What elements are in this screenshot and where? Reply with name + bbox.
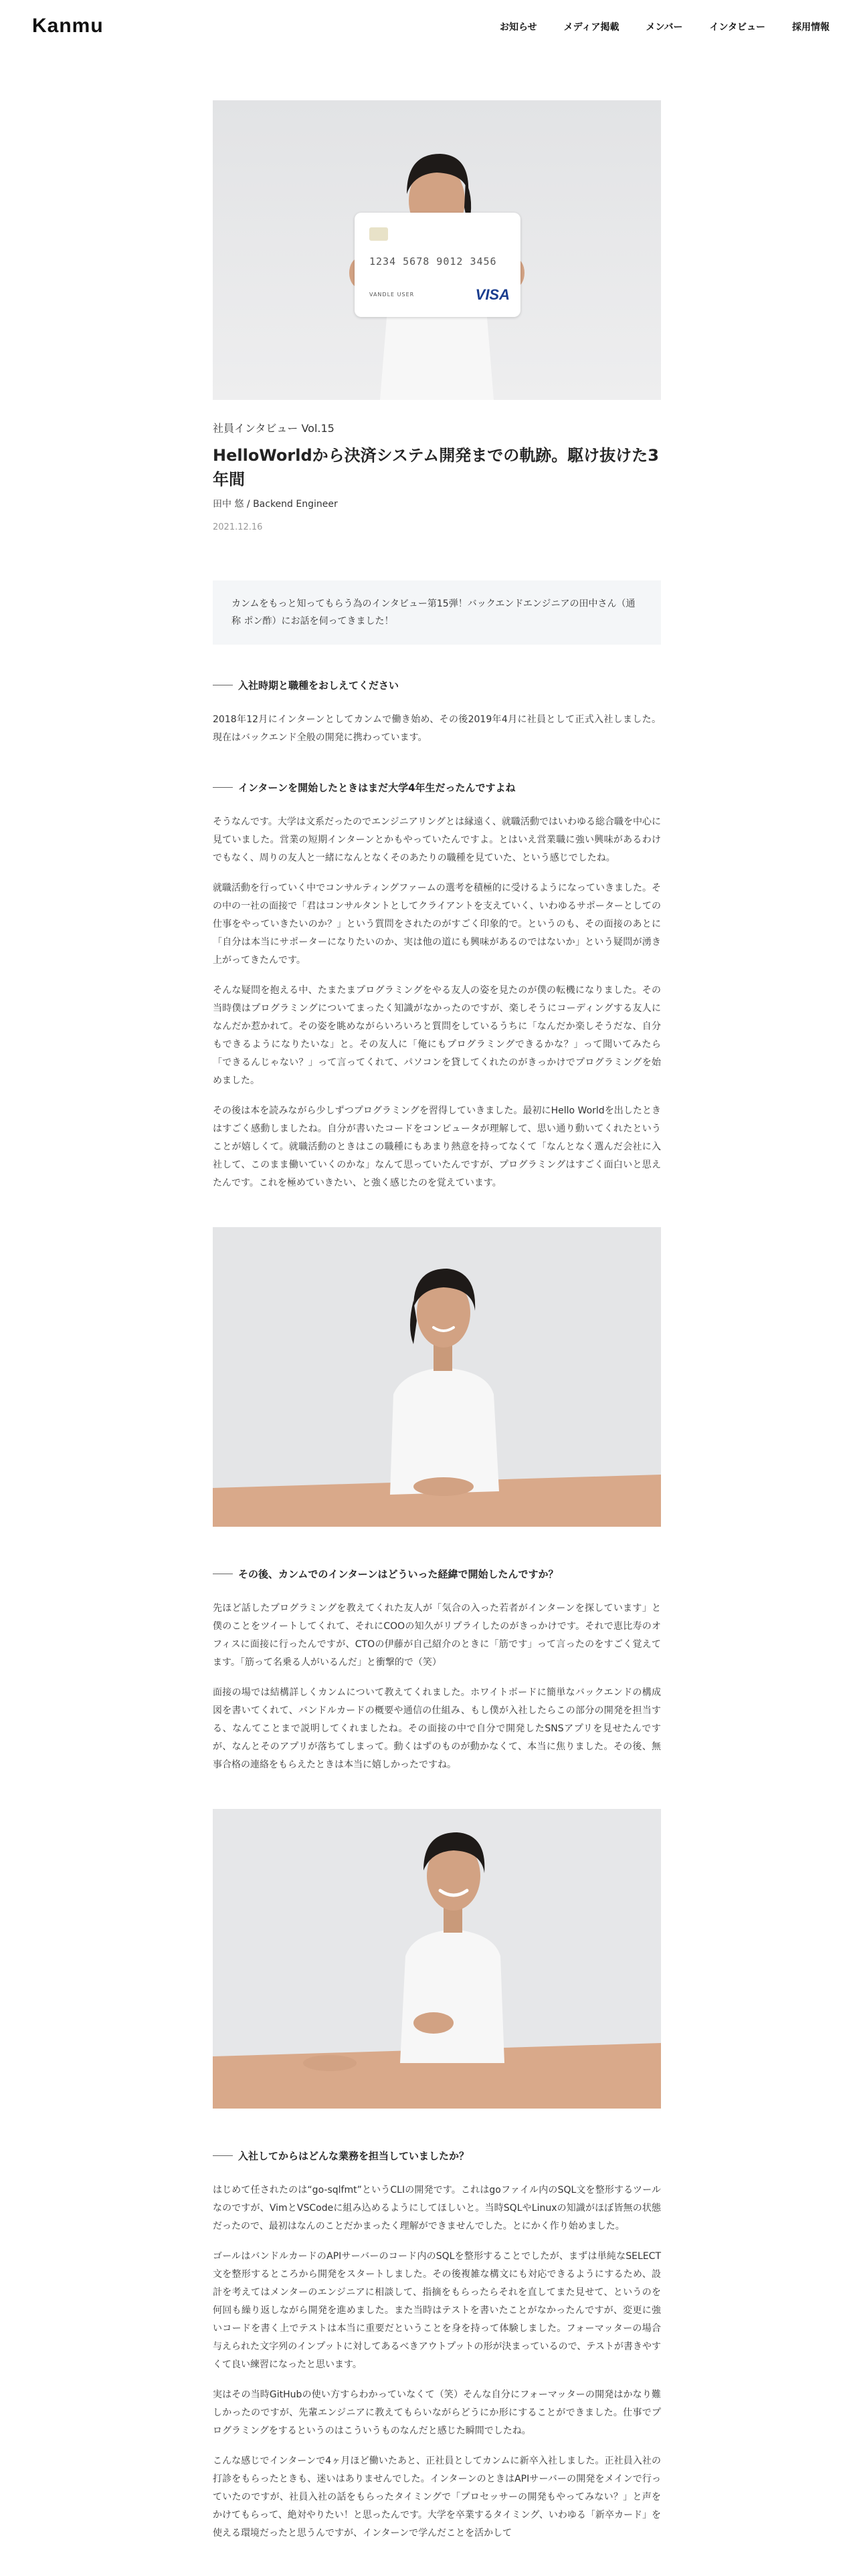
paragraph: そうなんです。大学は文系だったのでエンジニアリングとは縁遠く、就職活動ではいわゆる総合職を中心に見ていました。営業の短期インターンとかもやっていたんですよ。とはいえ営業職に強い興味があるわけでもなく、周りの友人と一緒になんとなくそのあたりの職種を見ていた、という感じでしたね。 — [213, 817, 661, 863]
interview-photo-2 — [213, 1809, 661, 2109]
paragraph: 先ほど話したプログラミングを教えてくれた友人が「気合の入った若者がインターンを探しています」と僕のことをツイートしてくれて、それにCOOの知久がリプライしたのがきっかけです。それで恵比寿のオフィスに面接に行ったんですが、CTOの伊藤が自己紹介のときに「筋です」って言ったのをすごく覚えてます。「筋って名乗る人がいるんだ」と衝撃的で（笑） — [213, 1603, 661, 1668]
paragraph: 面接の場では結構詳しくカンムについて教えてくれました。ホワイトボードに簡単なバックエンドの構成図を書いてくれて、バンドルカードの概要や通信の仕組み、もし僕が入社したらこの部分の開発を担当する、なんてことまで説明してくれましたね。その面接の中で自分で開発したSNSアプリを見せたんですが、なんとそのアプリが落ちてしまって。動くはずのものが動かなくて、本当に焦りました。その後、無事合格の連絡をもらえたときは本当に嬉しかったですね。 — [213, 1687, 661, 1770]
question-heading — [213, 678, 661, 692]
site-logo[interactable]: Kanmu — [32, 15, 104, 37]
paragraph: ゴールはバンドルカードのAPIサーバーのコード内のSQLを整形することでしたが、まずは単純なSELECT文を整形するところから開発をスタートしました。その後複雑な構文にも対応できるようにするため、設計を考えてはメンターのエンジニアに相談して、指摘をもらったらそれを直してまた見せて、というのを何回も繰り返しながら開発を進めました。また当時はテストを書いたことがなかったんですが、変更に強いコードを書く上でテストは本当に重要だということを身を持って体験しました。フォーマッターの場合与えられた文字列のインプットに対してあるべきアウトプットの形が決まっているので、テストが書きやすくて良い練習になったと思います。 — [213, 2251, 661, 2370]
question-heading — [213, 780, 661, 794]
main-nav — [473, 20, 830, 33]
card-chip-icon — [369, 227, 388, 241]
nav-members[interactable]: メンバー — [646, 22, 683, 33]
paragraph: はじめて任されたのは“go-sqlfmt”というCLIの開発です。これはgoファイル内のSQL文を整形するツールなのですが、VimとVSCodeに組み込めるようにしてほしいと。当時SQLやLinuxの知識がほぼ皆無の状態だったので、最初はなんのことだかまったく理解ができませんでした。とにかく作り始めました。 — [213, 2185, 661, 2232]
paragraph: そんな疑問を抱える中、たまたまプログラミングをやる友人の姿を見たのが僕の転機になりました。その当時僕はプログラミングについてまったく知識がなかったのですが、楽しそうにコーディングする友人になんだか惹かれて。その姿を眺めながらいろいろと質問をしているうちに「なんだか楽しそうだな、自分もできるようになりたいな」と。その友人に「俺にもプログラミングできるかな？」って聞いてみたら「できるんじゃない？」って言ってくれて、パソコンを貸してくれたのがきっかけでプログラミングを始めました。 — [213, 985, 661, 1086]
question-heading — [213, 1567, 661, 1581]
paragraph: こんな感じでインターンで4ヶ月ほど働いたあと、正社員としてカンムに新卒入社しました。正社員入社の打診をもらったときも、迷いはありませんでした。インターンのときはAPIサーバーの開発をメインで行っていたのですが、社員入社の話をもらったタイミングで「プロセッサーの開発もやってみない？」と声をかけてもらって、絶対やりたい！と思ったんです。大学を卒業するタイミング、いわゆる「新卒カード」を使える環境だったと思うんですが、インターンで学んだことを活かして — [213, 2456, 661, 2539]
nav-media[interactable]: メディア掲載 — [563, 22, 619, 33]
interview-photo-1 — [213, 1227, 661, 1527]
article-title: HelloWorldから決済システム開発までの軌跡。駆け抜けた3年間 — [213, 446, 659, 489]
nav-recruit[interactable]: 採用情報 — [792, 22, 830, 33]
card-holder: VANDLE USER — [369, 292, 415, 298]
paragraph: その後は本を読みながら少しずつプログラミングを習得していきました。最初にHello Worldを出したときはすごく感動しましたね。自分が書いたコードをコンピュータが理解して、思い通り動いてくれたということが嬉しくて。就職活動のときはこの職種にもあまり熱意を持ってなくて「なんとなく選んだ会社に入社して、このまま働いていくのかな」なんて思っていたんですが、プログラミングはすごく面白いと思えたんです。これを極めていきたい、と強く感じたのを覚えています。 — [213, 1105, 661, 1188]
hero-photo — [213, 100, 661, 400]
question-text: その後、カンムでのインターンはどういった経緯で開始したんですか？ — [238, 1568, 559, 1580]
paragraph: 実はその当時GitHubの使い方すらわかっていなくて（笑）そんな自分にフォーマッターの開発はかなり難しかったのですが、先輩エンジニアに教えてもらいながらどうにか形にすることができました。仕事でプログラミングをするというのはこういうものなんだと感じた瞬間でしたね。 — [213, 2389, 661, 2436]
nav-news[interactable]: お知らせ — [500, 22, 537, 33]
site-header — [0, 0, 859, 56]
dash-icon — [213, 787, 233, 788]
question-text: 入社時期と職種をおしえてください — [238, 679, 399, 691]
card-number: 1234 5678 9012 3456 — [369, 255, 497, 267]
article — [213, 100, 661, 2543]
series-label: 社員インタビュー Vol.15 — [213, 422, 335, 435]
article-author: 田中 悠 / Backend Engineer — [213, 499, 338, 510]
paragraph: 就職活動を行っていく中でコンサルティングファームの選考を積極的に受けるようになっていきました。その中の一社の面接で「君はコンサルタントとしてクライアントを支えていく、いわゆるサポーターとしての仕事をやっていきたいのか？」という質問をされたのがすごく印象的で。というのも、その面接のあとに「自分は本当にサポーターになりたいのか、実は他の道にも興味があるのではないか」という疑問が湧き上がってきたんです。 — [213, 883, 661, 966]
visa-logo: VISA — [475, 286, 510, 303]
credit-card — [355, 213, 520, 317]
lead-box: カンムをもっと知ってもらう為のインタビュー第15弾！バックエンドエンジニアの田中さん（通称 ポン酢）にお話を伺ってきました！ — [213, 580, 661, 645]
question-text: インターンを開始したときはまだ大学4年生だったんですよね — [238, 782, 516, 794]
paragraph: 2018年12月にインターンとしてカンムで働き始め、その後2019年4月に社員として正式入社しました。現在はバックエンド全般の開発に携わっています。 — [213, 714, 661, 743]
dash-icon — [213, 2155, 233, 2156]
nav-interview[interactable]: インタビュー — [709, 22, 765, 33]
article-date: 2021.12.16 — [213, 522, 263, 532]
question-text: 入社してからはどんな業務を担当していましたか？ — [238, 2150, 470, 2162]
question-heading — [213, 2149, 661, 2163]
